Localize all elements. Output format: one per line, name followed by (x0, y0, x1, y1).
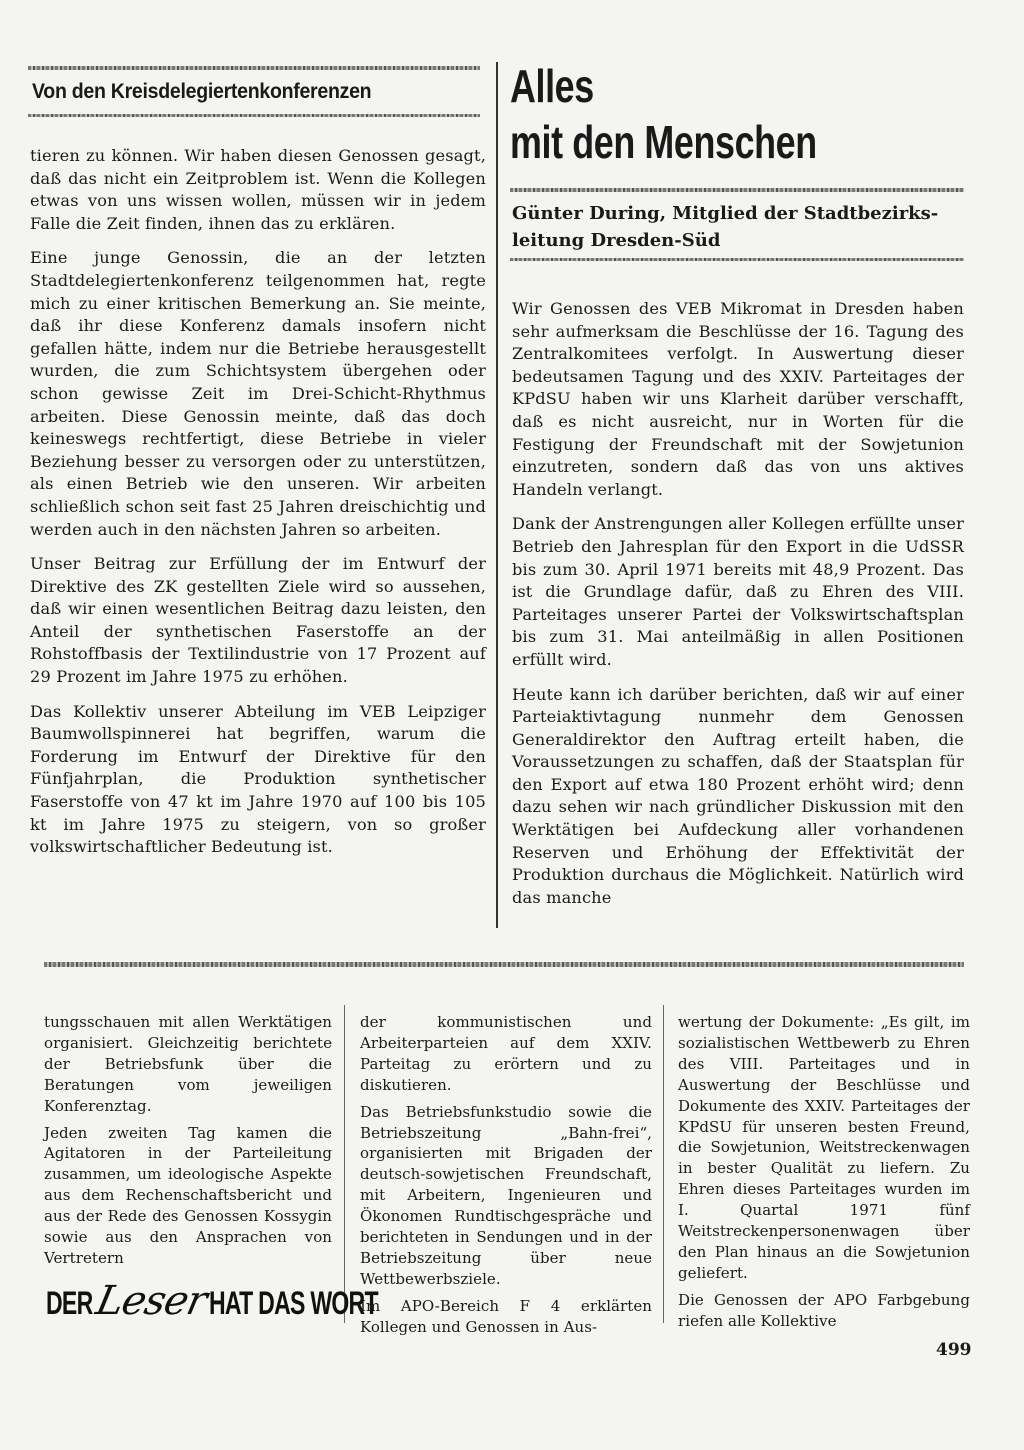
left-article (30, 145, 486, 871)
left-paragraph: Eine junge Genossin, die an der letzten Stadtdelegiertenkonferenz teilgenommen hat, regte mich zu einer kritischen Bemerkung an. Sie meinte, daß ihr diese Konferenz damals insofern nicht gefallen hätte, indem nur die Betriebe herausgestellt wurden, die zum Schichtsystem übergehen oder schon gewisse Zeit im Drei-Schicht-Rhythmus arbeiten. Diese Genossin meinte, daß das doch keineswegs rechtfertigt, diese Betriebe in vieler Beziehung besser zu versorgen oder zu unterstützen, als einen Betrieb wie den unseren. Wir arbeiten schließlich schon seit fast 25 Jahren dreischichtig und werden auch in den nächsten Jahren so arbeiten. (30, 248, 486, 539)
column-divider (496, 62, 498, 928)
logo-hat-das-wort: HAT DAS WORT (209, 1285, 378, 1321)
right-paragraph: Heute kann ich darüber berichten, daß wir auf einer Parteiaktivtagung nunmehr dem Genossen Generaldirektor den Auftrag erteilt haben, die Voraussetzungen zu schaffen, daß der Staatsplan für den Export auf etwa 180 Prozent erhöht wird; denn dazu sehen wir nach gründlicher Diskussion mit den Werktätigen bei Aufdeckung aller vorhandenen Reserven und Erhöhung der Effektivität der Produktion durchaus die Möglichkeit. Natürlich wird das manche (512, 684, 964, 907)
bottom-col-3 (678, 1012, 970, 1338)
headline-line-1: Alles (510, 60, 594, 112)
left-paragraph: tieren zu können. Wir haben diesen Genossen gesagt, daß das nicht ein Zeitproblem ist. Wenn die Kollegen etwas von uns wissen wollen, müssen wir in jedem Falle die Zeit finden, ihnen das zu erklären. (30, 146, 486, 233)
bottom-paragraph: Jeden zweiten Tag kamen die Agitatoren in der Parteileitung zusammen, um ideologische Aspekte aus dem Rechenschaftsbericht und aus der Rede des Genossen Kossygin sowie aus den Ansprachen von Vertretern (44, 1123, 332, 1267)
page-number: 499 (936, 1340, 972, 1360)
logo-leser: Leser (91, 1278, 211, 1324)
right-paragraph: Dank der Anstrengungen aller Kollegen erfüllte unser Betrieb den Jahresplan für den Export in die UdSSR bis zum 30. April 1971 bereits mit 48,9 Prozent. Das ist die Grundlage dafür, daß zu Ehren des VIII. Parteitages unserer Partei der Volkswirtschaftsplan bis zum 31. Mai anteilmäßig in allen Positionen erfüllt wird. (512, 514, 964, 669)
byline-line-1: Günter During, Mitglied der Stadtbezirks- (512, 203, 939, 224)
top-left-rule (28, 66, 480, 70)
kicker-under-rule (28, 114, 480, 117)
bottom-col-divider-2 (663, 1005, 664, 1323)
section-divider-rule (44, 962, 964, 967)
bottom-paragraph: Im APO-Bereich F 4 erklärten Kollegen und Genossen in Aus- (360, 1296, 652, 1336)
byline (512, 200, 972, 254)
logo-der: DER (46, 1285, 93, 1321)
bottom-paragraph: Das Betriebsfunkstudio sowie die Betriebszeitung „Bahn-frei“, organisierten mit Brigaden der deutsch-sowjetischen Freundschaft, mit Arbeitern, Ingenieuren und Ökonomen Rundtischgespräche und berichteten in Sendungen und in der Betriebszeitung über neue Wettbewerbsziele. (360, 1102, 652, 1288)
headline-under-rule (510, 188, 964, 192)
der-leser-hat-das-wort-logo (46, 1278, 444, 1326)
bottom-col-divider-1 (344, 1005, 345, 1323)
left-paragraph: Unser Beitrag zur Erfüllung der im Entwurf der Direktive des ZK gestellten Ziele wird so aussehen, daß wir einen wesentlichen Beitrag dazu leisten, den Anteil der synthetischen Faserstoffe an der Rohstoffbasis der Textilindustrie von 17 Prozent auf 29 Prozent im Jahre 1975 zu erhöhen. (30, 554, 486, 687)
right-paragraph: Wir Genossen des VEB Mikromat in Dresden haben sehr aufmerksam die Beschlüsse der 16. Tagung des Zentralkomitees verfolgt. In Auswertung dieser bedeutsamen Tagung und des XXIV. Parteitages der KPdSU haben wir uns Klarheit darüber verschafft, daß es nicht ausreicht, nur in Worten für die Festigung der Freundschaft mit der Sowjetunion einzutreten, sondern daß das von uns aktives Handeln verlangt. (512, 299, 964, 499)
bottom-paragraph: der kommunistischen und Arbeiterparteien auf dem XXIV. Parteitag zu erörtern und zu diskutieren. (360, 1013, 652, 1094)
left-paragraph: Das Kollektiv unserer Abteilung im VEB Leipziger Baumwollspinnerei hat begriffen, warum die Forderung im Entwurf der Direktive für den Fünfjahrplan, die Produktion synthetischer Faserstoffe von 47 kt im Jahre 1970 auf 100 bis 105 kt im Jahre 1975 zu steigern, von so großer volkswirtschaftlicher Bedeutung ist. (30, 701, 486, 857)
byline-under-rule (510, 258, 964, 261)
headline-line-2: mit den Menschen (510, 116, 817, 168)
right-article (512, 298, 964, 921)
bottom-col-1 (44, 1012, 332, 1275)
section-kicker: Von den Kreisdelegiertenkonferenzen (32, 80, 372, 103)
bottom-paragraph: tungsschauen mit allen Werktätigen organisiert. Gleichzeitig berichtete der Betriebsfunk über die Beratungen vom jeweiligen Konferenztag. (44, 1013, 332, 1115)
bottom-paragraph: wertung der Dokumente: „Es gilt, im sozialistischen Wettbewerb zu Ehren des VIII. Parteitages und in Auswertung der Beschlüsse und Dokumente des XXIV. Parteitages der KPdSU für unseren besten Freund, die Sowjetunion, Weitstreckenwagen in bester Qualität zu liefern. Zu Ehren dieses Parteitages wurden im I. Quartal 1971 fünf Weitstreckenpersonenwagen über den Plan hinaus an die Sowjetunion geliefert. (678, 1013, 970, 1282)
bottom-paragraph: Die Genossen der APO Farbgebung riefen alle Kollektive (678, 1290, 970, 1330)
byline-line-2: leitung Dresden-Süd (512, 230, 721, 251)
